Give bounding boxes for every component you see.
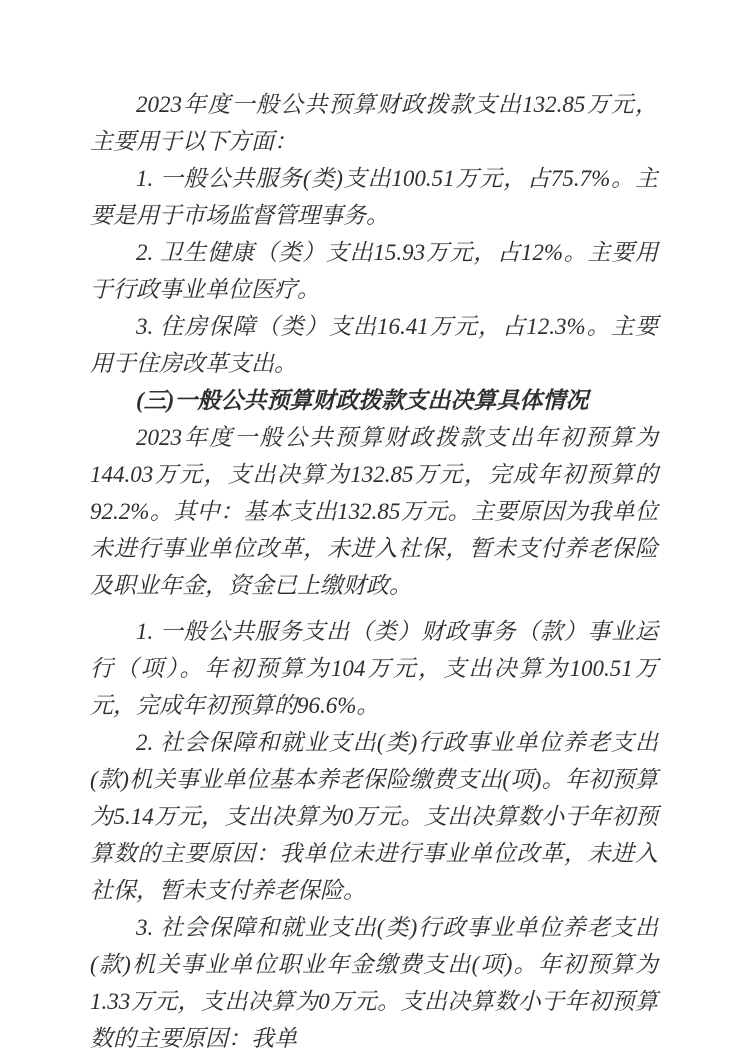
para-funding-overview: 2023年度一般公共预算财政拨款支出132.85万元，主要用于以下方面：	[90, 92, 658, 154]
para-budget-vs-final: 2023年度一般公共预算财政拨款支出年初预算为144.03万元，支出决算为132.85万元，完成年初预算的92.2%。其中：基本支出132.85万元。主要原因为我单位未进行事业单位改革，未进入社保，暂未支付养老保险及职业年金，资金已上缴财政。	[90, 425, 658, 598]
para-detail-item-1: 1. 一般公共服务支出（类）财政事务（款）事业运行（项）。年初预算为104万元，支出决算为100.51万元，完成年初预算的96.6%。	[90, 619, 658, 718]
para-item-housing: 3. 住房保障（类）支出16.41万元，占12.3%。主要用于住房改革支出。	[90, 314, 658, 376]
para-detail-item-3: 3. 社会保障和就业支出(类)行政事业单位养老支出(款)机关事业单位职业年金缴费支出(项)。年初预算为1.33万元，支出决算为0万元。支出决算数小于年初预算数的主要原因：我单	[90, 915, 658, 1051]
para-item-general-public-services: 1. 一般公共服务(类)支出100.51万元，占75.7%。主要是用于市场监督管理事务。	[90, 166, 658, 228]
para-detail-item-2: 2. 社会保障和就业支出(类)行政事业单位养老支出(款)机关事业单位基本养老保险缴费支出(项)。年初预算为5.14万元，支出决算为0万元。支出决算数小于年初预算数的主要原因：我单位未进行事业单位改革，未进入社保，暂未支付养老保险。	[90, 730, 658, 903]
section-heading-3: (三)一般公共预算财政拨款支出决算具体情况	[136, 388, 589, 413]
para-item-health: 2. 卫生健康（类）支出15.93万元，占12%。主要用于行政事业单位医疗。	[90, 240, 658, 302]
document-body	[90, 86, 658, 1052]
